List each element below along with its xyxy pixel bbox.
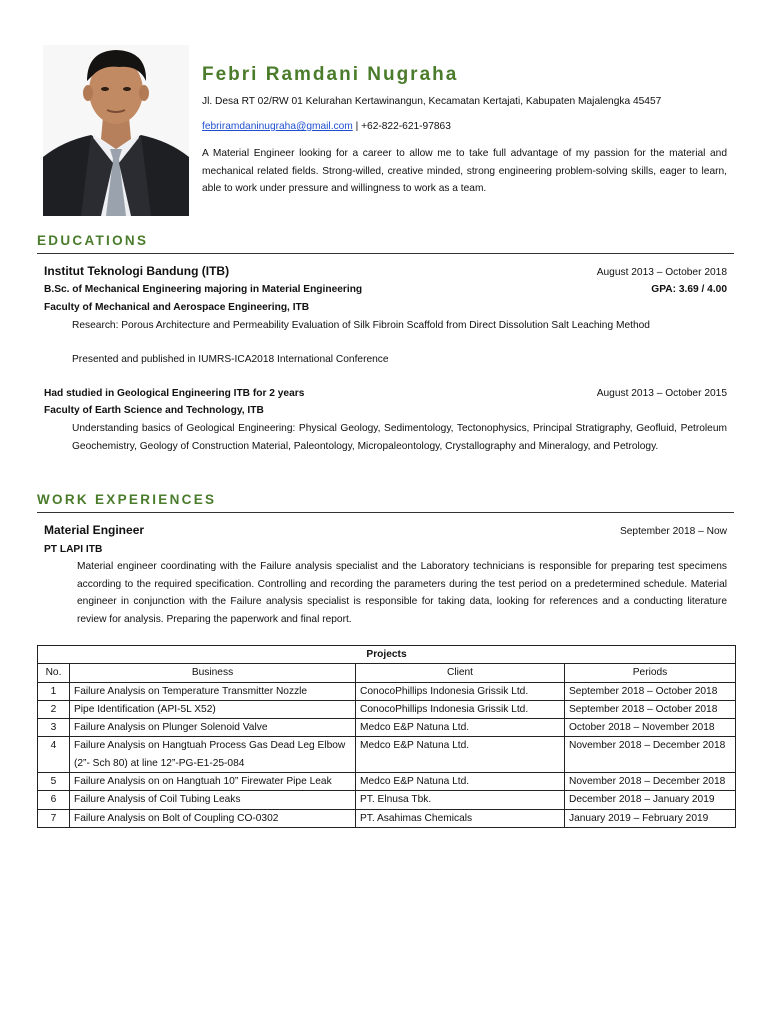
- itb-degree: B.Sc. of Mechanical Engineering majoring in Material Engineering: [44, 284, 363, 295]
- row-period: October 2018 – November 2018: [565, 719, 736, 737]
- itb-degree-row: [44, 284, 727, 295]
- work-company: PT LAPI ITB: [44, 544, 103, 555]
- projects-table: [37, 645, 736, 828]
- row-business: Failure Analysis on Temperature Transmitter Nozzle: [70, 682, 356, 700]
- row-period: September 2018 – October 2018: [565, 682, 736, 700]
- work-role: Material Engineer: [44, 523, 145, 537]
- work-description: Material engineer coordinating with the Failure analysis specialist and the Laboratory technicians is responsible for preparing test specimens according to the required specification. Controlling and recording the parameters during the test period on a predetermined schedule. Material engineer in conjunction with the Failure analysis specialist is responsible for taking data, looking for references and a conducting literature review for analysis. Preparing the paperwork and final report.: [77, 561, 727, 625]
- itb-dates: August 2013 – October 2018: [596, 267, 727, 278]
- itb-institution: Institut Teknologi Bandung (ITB): [44, 264, 230, 278]
- header-business: Business: [70, 664, 356, 682]
- table-row: [38, 719, 736, 737]
- row-business: Failure Analysis on Plunger Solenoid Valve: [70, 719, 356, 737]
- projects-caption: Projects: [38, 646, 736, 664]
- work-divider: [37, 512, 734, 513]
- table-row: [38, 809, 736, 827]
- row-no: 1: [38, 682, 70, 700]
- row-business: Failure Analysis on Bolt of Coupling CO-0302: [70, 809, 356, 827]
- itb-gpa: GPA: 3.69 / 4.00: [651, 284, 727, 295]
- row-no: 7: [38, 809, 70, 827]
- address: Jl. Desa RT 02/RW 01 Kelurahan Kertawinangun, Kecamatan Kertajati, Kabupaten Majalengka 45457: [202, 96, 662, 107]
- row-business: Pipe Identification (API-5L X52): [70, 700, 356, 718]
- educations-heading: EDUCATIONS: [37, 233, 149, 248]
- row-no: 3: [38, 719, 70, 737]
- row-business: Failure Analysis on on Hangtuah 10” Firewater Pipe Leak: [70, 773, 356, 791]
- projects-header-row: [38, 664, 736, 682]
- table-row: [38, 682, 736, 700]
- row-client: PT. Elnusa Tbk.: [356, 791, 565, 809]
- row-client: ConocoPhillips Indonesia Grissik Ltd.: [356, 682, 565, 700]
- header-no: No.: [38, 664, 70, 682]
- email-link[interactable]: febriramdaninugraha@gmail.com: [202, 121, 353, 132]
- row-no: 5: [38, 773, 70, 791]
- geo-dates: August 2013 – October 2015: [596, 388, 727, 399]
- educations-divider: [37, 253, 734, 254]
- table-row: [38, 773, 736, 791]
- itb-research: Research: Porous Architecture and Permeability Evaluation of Silk Fibroin Scaffold from Direct Dissolution Salt Leaching Method: [72, 320, 650, 331]
- row-period: November 2018 – December 2018: [565, 737, 736, 773]
- geo-header-row: [44, 388, 727, 399]
- candidate-name: Febri Ramdani Nugraha: [202, 64, 459, 85]
- itb-publication: Presented and published in IUMRS-ICA2018 International Conference: [72, 354, 389, 365]
- work-heading: WORK EXPERIENCES: [37, 492, 217, 507]
- row-no: 4: [38, 737, 70, 773]
- row-no: 2: [38, 700, 70, 718]
- itb-faculty: Faculty of Mechanical and Aerospace Engineering, ITB: [44, 302, 310, 313]
- work-dates: September 2018 – Now: [619, 526, 727, 537]
- row-business: Failure Analysis on Hangtuah Process Gas Dead Leg Elbow (2”- Sch 80) at line 12”-PG-E1-25-084: [70, 737, 356, 773]
- header-client: Client: [356, 664, 565, 682]
- profile-summary: A Material Engineer looking for a career to allow me to take full advantage of my passion for the material and mechanical related fields. Strong-willed, creative minded, strong engineering problem-solving skills, eager to learn, able to work under pressure and willingness to work as a team.: [202, 148, 727, 194]
- geo-title: Had studied in Geological Engineering ITB for 2 years: [44, 388, 305, 399]
- table-row: [38, 737, 736, 773]
- geo-faculty: Faculty of Earth Science and Technology, ITB: [44, 405, 264, 416]
- row-period: January 2019 – February 2019: [565, 809, 736, 827]
- row-client: Medco E&P Natuna Ltd.: [356, 737, 565, 773]
- row-period: November 2018 – December 2018: [565, 773, 736, 791]
- row-client: Medco E&P Natuna Ltd.: [356, 719, 565, 737]
- row-period: December 2018 – January 2019: [565, 791, 736, 809]
- row-client: PT. Asahimas Chemicals: [356, 809, 565, 827]
- itb-header-row: [44, 264, 727, 278]
- contact-separator: |: [352, 121, 362, 132]
- row-no: 6: [38, 791, 70, 809]
- row-client: ConocoPhillips Indonesia Grissik Ltd.: [356, 700, 565, 718]
- profile-photo: [43, 45, 189, 216]
- row-period: September 2018 – October 2018: [565, 700, 736, 718]
- geo-details: Understanding basics of Geological Engineering: Physical Geology, Sedimentology, Tectonophysics, Principal Stratigraphy, Geofluid, Petroleum Geochemistry, Geology of Construction Material, Paleontology, Micropaleontology, Crystallography and Mineralogy, and Petrology.: [72, 423, 727, 452]
- row-business: Failure Analysis of Coil Tubing Leaks: [70, 791, 356, 809]
- work-header-row: [44, 523, 727, 537]
- header-periods: Periods: [565, 664, 736, 682]
- row-client: Medco E&P Natuna Ltd.: [356, 773, 565, 791]
- contact-line: [202, 121, 451, 132]
- table-row: [38, 700, 736, 718]
- phone-number: +62-822-621-97863: [361, 121, 451, 132]
- table-row: [38, 791, 736, 809]
